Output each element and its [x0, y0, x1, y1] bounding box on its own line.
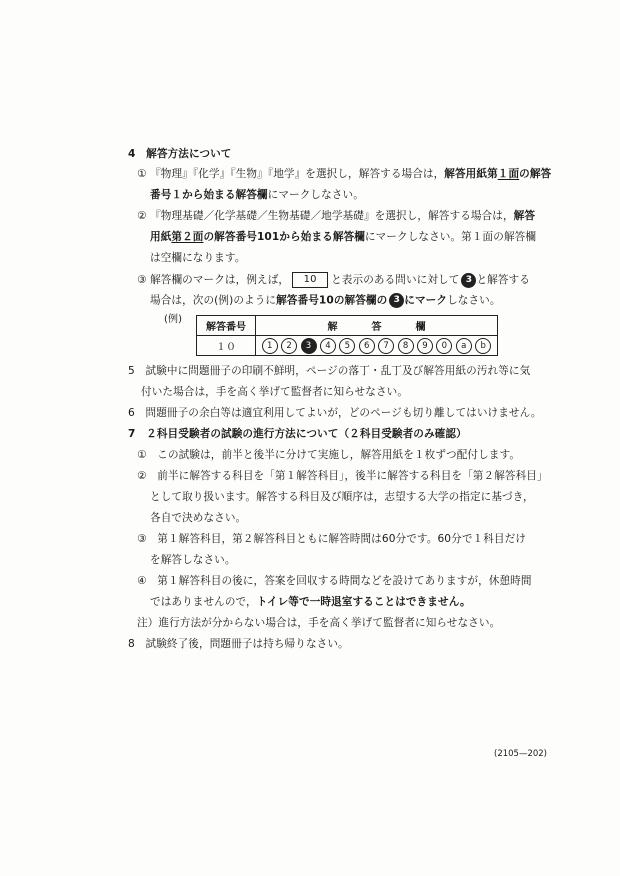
- text: にマークしなさい。: [267, 189, 364, 201]
- answer-bubble-3: 3: [301, 338, 317, 354]
- answer-bubble-6: 6: [359, 338, 375, 354]
- bubble-row: [256, 336, 498, 356]
- text: 『物理』『化学』『生物』『地学』を選択し，解答する場合は，: [150, 168, 445, 180]
- text: しなさい。: [447, 294, 501, 307]
- example-answer-table: [196, 315, 498, 356]
- header-answer-column: 解答欄: [256, 316, 498, 336]
- text-bold: 番号１から始まる解答欄: [150, 189, 268, 201]
- text-bold: にマーク: [404, 294, 448, 307]
- answer-bubble-1: 1: [262, 338, 278, 354]
- section7-item3-line2: を解答しなさい。: [150, 554, 236, 566]
- section4-item3-line1: [137, 272, 530, 288]
- section4-title: 4 解答方法について: [128, 148, 232, 160]
- section8-line1: 8 試験終了後，問題冊子は持ち帰りなさい。: [128, 638, 349, 650]
- answer-bubble-7: 7: [378, 338, 394, 354]
- section7-item2-line3: 各自で決めなさい。: [150, 512, 247, 524]
- header-answer-number: 解答番号: [197, 316, 256, 336]
- section4-item2-line3: は空欄になります。: [150, 252, 246, 264]
- text-bold: 用紙: [150, 231, 172, 243]
- text: ではありませんので，: [150, 596, 257, 608]
- section4-item2-line2: [150, 230, 536, 244]
- section4-item1-line2: [150, 188, 364, 202]
- answer-bubble-5: 5: [339, 338, 355, 354]
- section5-line1: 5 試験中に問題冊子の印刷不鮮明，ページの落丁・乱丁及び解答用紙の汚れ等に気: [128, 365, 531, 377]
- text-bold: 解答番号10の解答欄の: [276, 294, 388, 307]
- circled-answer-icon: 3: [461, 273, 476, 288]
- text-underlined: １面: [497, 168, 520, 180]
- section7-item4-line2: [150, 595, 471, 609]
- text: 『物理基礎／化学基礎／生物基礎／地学基礎』を選択し，解答する場合は，: [150, 210, 514, 222]
- section7-item1: ① この試験は，前半と後半に分けて実施し，解答用紙を１枚ずつ配付します。: [137, 449, 521, 461]
- section7-item2-line1: ② 前半に解答する科目を「第１解答科目」，後半に解答する科目を「第２解答科目」: [137, 470, 548, 482]
- answer-bubble-b: b: [475, 338, 491, 354]
- text-bold: の解答: [519, 168, 552, 180]
- section7-item4-line1: ④ 第１解答科目の後に，答案を回収する時間などを設けてありますが，休憩時間: [137, 575, 532, 587]
- section7-title: 7 ２科目受験者の試験の進行方法について（２科目受験者のみ確認）: [128, 428, 467, 440]
- section7-item2-line2: として取り扱います。解答する科目及び順序は，志望する大学の指定に基づき，: [150, 491, 534, 503]
- text-bold: の解答番号101から始まる解答欄: [203, 231, 365, 243]
- page-code: (2105—202): [494, 749, 547, 759]
- circled-answer-icon: 3: [389, 293, 404, 308]
- text-bold: 解答: [513, 210, 536, 222]
- text: 解答欄のマークは，例えば，: [150, 274, 290, 286]
- item-num: ③: [137, 274, 147, 286]
- section7-item3-line1: ③ 第１解答科目，第２解答科目ともに解答時間は60分です。60分で１科目だけ: [137, 533, 526, 545]
- example-label: (例): [164, 314, 183, 325]
- answer-bubble-8: 8: [398, 338, 414, 354]
- section4-item1-line1: [137, 167, 551, 181]
- text: 場合は，次の(例)のように: [150, 294, 277, 307]
- section4-item2-line1: [137, 209, 535, 223]
- answer-bubble-a: a: [456, 338, 472, 354]
- answer-bubble-4: 4: [320, 338, 336, 354]
- row-answer-number: １０: [197, 336, 256, 356]
- item-num: ②: [137, 210, 147, 222]
- answer-bubble-9: 9: [417, 338, 433, 354]
- text-bold: 解答用紙第: [444, 168, 498, 180]
- answer-bubble-0: 0: [436, 338, 452, 354]
- section6-line1: 6 問題冊子の余白等は適宜利用してよいが，どのページも切り離してはいけません。: [128, 407, 542, 419]
- item-num: ①: [137, 168, 147, 180]
- section7-note: 注）進行方法が分からない場合は，手を高く挙げて監督者に知らせなさい。: [137, 617, 501, 629]
- section4-item3-line2: [150, 293, 501, 308]
- section5-line2: 付いた場合は，手を高く挙げて監督者に知らせなさい。: [141, 386, 409, 398]
- bubble-list: [256, 338, 497, 354]
- text: と表示のある問いに対して: [331, 274, 460, 286]
- text: と解答する: [476, 274, 530, 286]
- text: にマークしなさい。第１面の解答欄: [364, 231, 537, 243]
- answer-number-box: 10: [292, 272, 328, 288]
- text-bold: トイレ等で一時退室することはできません。: [256, 596, 471, 608]
- text-underlined: 第２面: [171, 231, 204, 243]
- answer-bubble-2: 2: [281, 338, 297, 354]
